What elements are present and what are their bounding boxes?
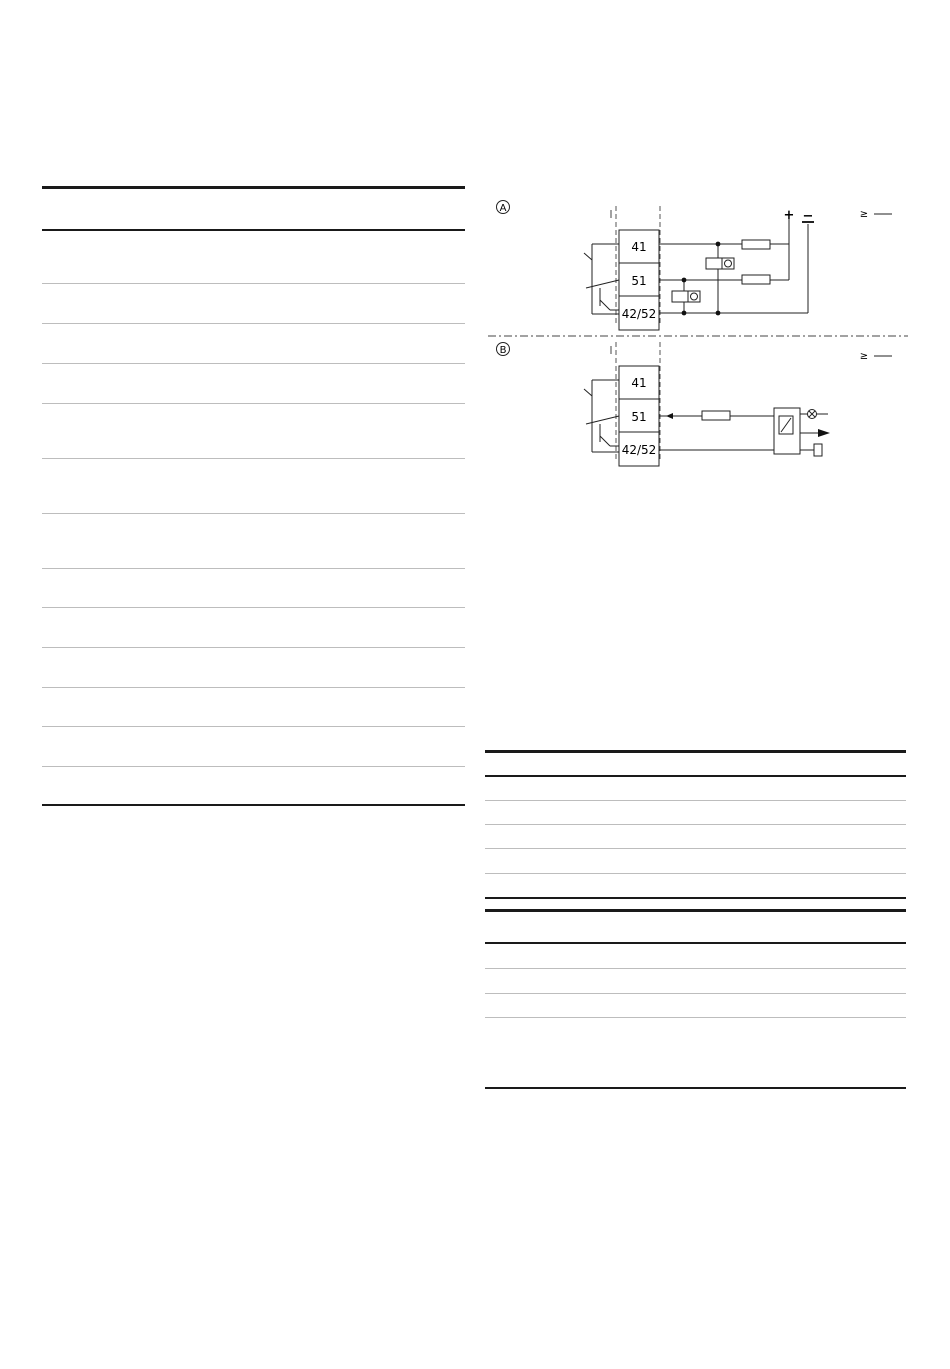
table-row: [485, 994, 906, 1018]
table-row: [485, 1018, 906, 1089]
section-a-label: A: [499, 203, 507, 214]
table-row: [485, 849, 906, 874]
table-header-row: [485, 753, 906, 775]
table-row: [42, 364, 465, 404]
table-row: [42, 648, 465, 688]
table-row: [485, 969, 906, 994]
table-row: [485, 801, 906, 825]
terminal-41-b: 41: [631, 376, 647, 390]
wiring-diagram: [486, 196, 910, 471]
ge-symbol-a: ≥: [859, 209, 869, 220]
table-row: [42, 459, 465, 514]
terminal-51-a: 51: [631, 274, 647, 288]
table-row: [42, 569, 465, 608]
table-row: [42, 608, 465, 648]
table-row: [42, 727, 465, 767]
right-table-1: [485, 750, 906, 899]
left-spec-table: [42, 186, 465, 806]
ge-symbol-b: ≥: [859, 351, 869, 362]
table-row: [42, 324, 465, 364]
table-row: [42, 404, 465, 459]
section-b-label: B: [499, 345, 507, 356]
table-row: [42, 767, 465, 806]
plus-label: +: [783, 208, 795, 223]
table-row: [42, 231, 465, 284]
table-row: [485, 874, 906, 899]
table-row: [42, 514, 465, 569]
minus-label: −: [802, 209, 814, 224]
table-row: [42, 688, 465, 727]
right-table-2: [485, 909, 906, 1089]
terminal-41-a: 41: [631, 240, 647, 254]
table-row: [485, 777, 906, 801]
terminal-4252-a: 42/52: [621, 307, 657, 321]
terminal-51-b: 51: [631, 410, 647, 424]
terminal-4252-b: 42/52: [621, 443, 657, 457]
table-row: [42, 284, 465, 324]
table-header-row: [42, 189, 465, 229]
table-header-row: [485, 912, 906, 942]
table-row: [485, 825, 906, 849]
table-row: [485, 944, 906, 969]
